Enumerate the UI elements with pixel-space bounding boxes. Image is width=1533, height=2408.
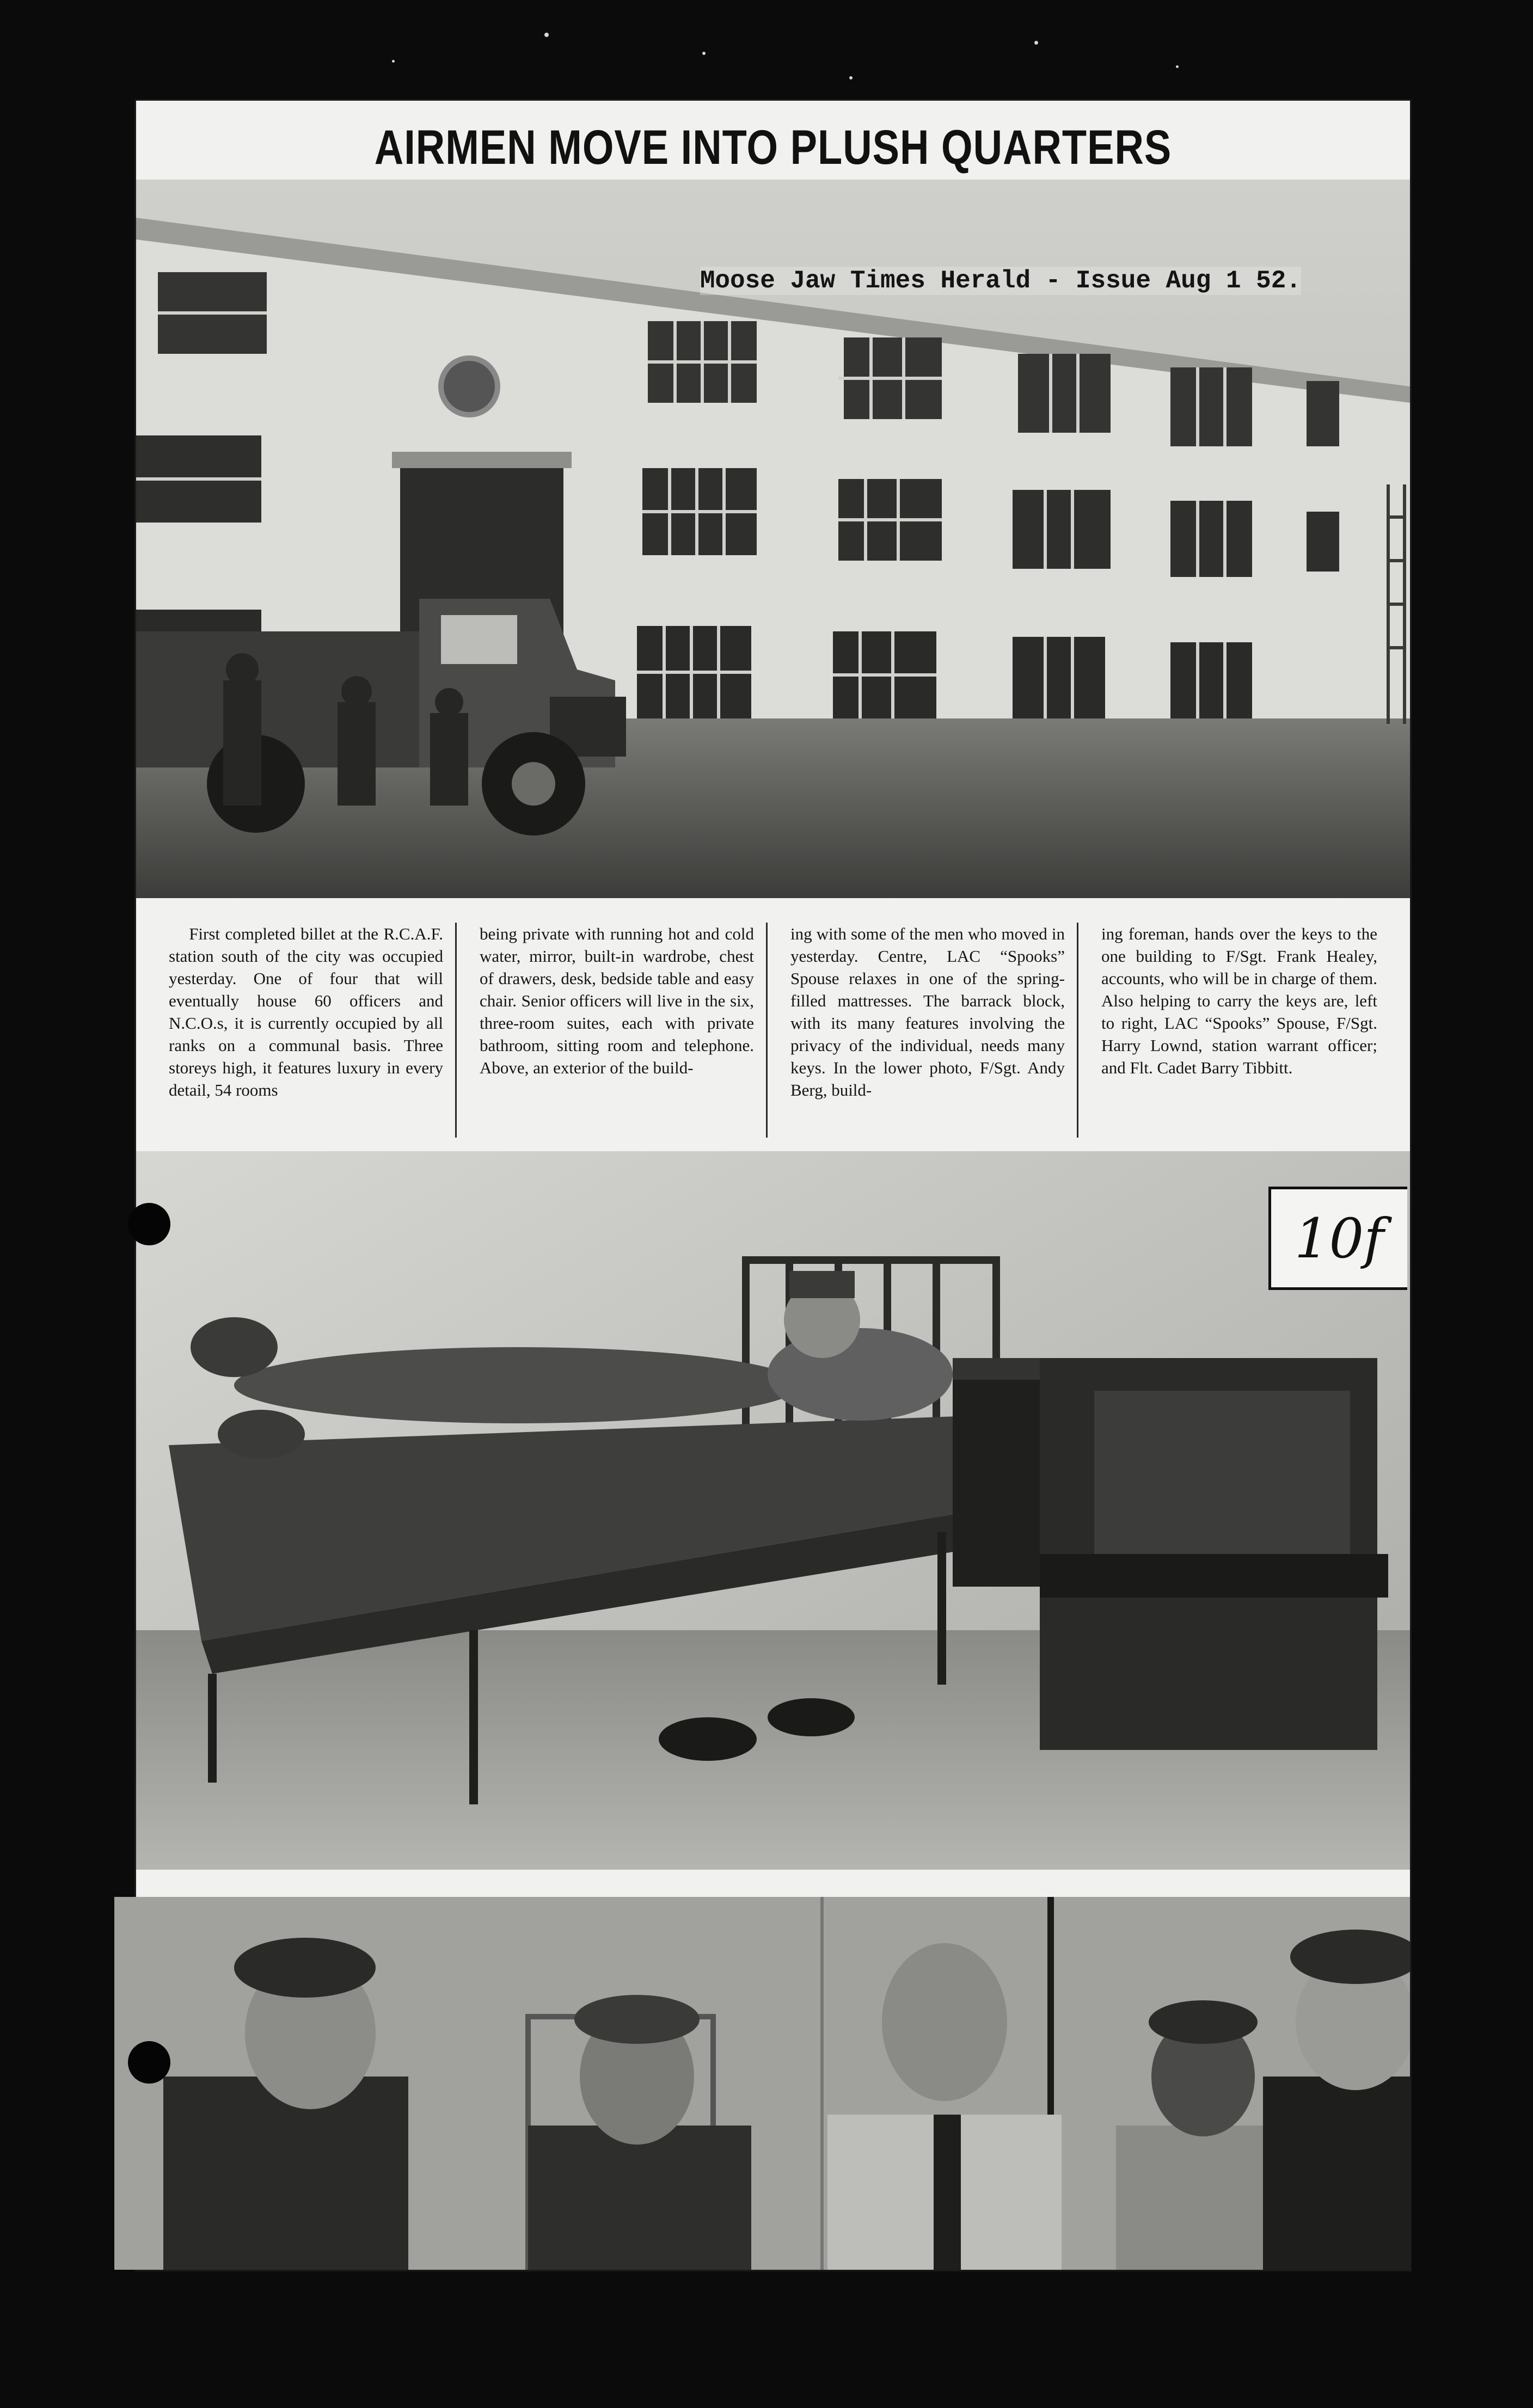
newspaper-clipping bbox=[136, 101, 1410, 2270]
caption-column-2: being private with running hot and cold water, mirror, built-in wardrobe, chest of drawers, desk, bedside table and easy chair. Senior officers will live in the six, three-room suites, each with private bathroom, sitting room and telephone. Above, an exterior of the build- bbox=[468, 923, 768, 1138]
punch-hole-top bbox=[128, 1203, 170, 1245]
caption bbox=[136, 923, 1410, 1138]
caption-column-3: ing with some of the men who moved in yesterday. Centre, LAC “Spooks” Spouse relaxes in one of the spring-filled mattresses. The barrack block, with its many features involving the privacy of the individual, needs many keys. In the lower photo, F/Sgt. Andy Berg, build- bbox=[778, 923, 1078, 1138]
building-exterior-photo bbox=[136, 180, 1410, 898]
caption-column-1: First completed billet at the R.C.A.F. station south of the city was occupied yesterday. One of four that will eventually house 60 officers and N.C.O.s, it is currently occupied by all ranks on a communal basis. Three storeys high, it features luxury in every detail, 54 rooms bbox=[157, 923, 457, 1138]
headline: AIRMEN MOVE INTO PLUSH QUARTERS bbox=[374, 120, 1172, 174]
handwritten-page-note: 10f bbox=[1268, 1187, 1407, 1290]
headline-bar bbox=[136, 112, 1410, 182]
airman-on-bed-photo bbox=[136, 1151, 1410, 1870]
airman-on-bed-illustration bbox=[136, 1151, 1410, 1870]
source-stamp: Moose Jaw Times Herald - Issue Aug 1 52. bbox=[700, 267, 1301, 295]
caption-column-4: ing foreman, hands over the keys to the one building to F/Sgt. Frank Healey, accounts, who will be in charge of them. Also helping to carry the keys are, left to right, LAC “Spooks” Spouse, F/Sgt. Harry Lownd, station warrant officer; and Flt. Cadet Barry Tibbitt. bbox=[1101, 924, 1377, 1077]
men-with-keys-photo bbox=[114, 1897, 1410, 2270]
men-with-keys-illustration bbox=[114, 1897, 1410, 2270]
punch-hole-bottom bbox=[128, 2041, 170, 2084]
